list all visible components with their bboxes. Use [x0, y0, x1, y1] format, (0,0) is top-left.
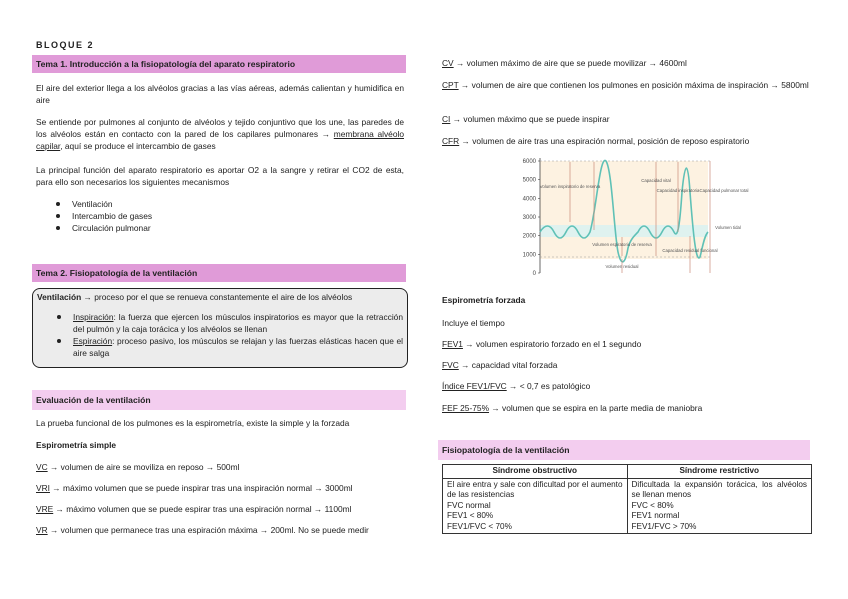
list-item: Ventilación — [36, 198, 396, 210]
cfr-text: → volumen de aire tras una espiración normal, posición de reposo espiratorio — [459, 136, 750, 146]
cfr-line — [442, 135, 822, 147]
cpt-term: CPT — [442, 80, 459, 90]
list-item — [37, 335, 403, 359]
tidal-band — [540, 225, 708, 237]
fef-line — [442, 402, 814, 414]
y-tick-label: 2000 — [522, 233, 536, 240]
tema1-p1: El aire del exterior llega a los alvéolos gracias a las vías aéreas, además calientan y humidifica en aire — [36, 83, 404, 105]
annotation-cpt: Capacidad pulmonar total — [699, 188, 749, 193]
res-line: FVC < 80% — [631, 500, 674, 510]
fvc-term: FVC — [442, 360, 459, 370]
vc-line — [36, 461, 404, 473]
tema1-p2-a: Se entiende por pulmones al conjunto de alvéolos y tejido conjuntivo que los une, las paredes de los alvéolos están en contacto con la pared de los capilares pulmonares → — [36, 117, 404, 139]
y-tick-label: 5000 — [522, 177, 536, 184]
list-item: Circulación pulmonar — [36, 222, 396, 234]
cv-text: → volumen máximo de aire que se puede movilizar → 4600ml — [453, 58, 687, 68]
spirogram-chart — [510, 152, 774, 282]
evaluacion-header: Evaluación de la ventilación — [32, 390, 406, 410]
cell-obstructivo — [443, 478, 628, 534]
vri-line — [36, 482, 404, 494]
cv-line — [442, 57, 814, 69]
y-tick-label: 4000 — [522, 196, 536, 203]
bloque-title: BLOQUE 2 — [36, 40, 95, 50]
tema1-p3: La principal función del aparato respiratorio es aportar O2 a la sangre y retirar el CO2 de esta, para ello son necesarios los siguientes mecanismos — [36, 165, 404, 187]
indice-text: → < 0,7 es patológico — [506, 381, 591, 391]
obs-line: El aire entra y sale con dificultad por el aumento de las resistencias — [447, 479, 623, 499]
list-item: Intercambio de gases — [36, 210, 396, 222]
res-line: FEV1 normal — [631, 511, 680, 520]
espiracion-text: : proceso pasivo, los músculos se relajan y las fuerzas elásticas hacen que el aire salga — [73, 336, 403, 358]
ventilacion-list — [37, 311, 403, 359]
reserve-band — [540, 161, 708, 225]
cell-restrictivo — [627, 478, 812, 534]
header-obstructivo: Síndrome obstructivo — [443, 465, 628, 479]
membrana-link: membrana alvéolo capilar — [36, 129, 404, 151]
cpt-line — [442, 79, 814, 91]
vre-text: → máximo volumen que se puede espirar tras una espiración normal → 1100ml — [53, 504, 352, 514]
vc-text: → volumen de aire se moviliza en reposo → 500ml — [47, 462, 240, 472]
annotation-ci: Capacidad inspiratoria — [656, 188, 700, 193]
annotation-vre: Volumen espiratorio de reserva — [592, 242, 652, 247]
fef-term: FEF 25-75% — [442, 403, 490, 413]
evaluacion-intro: La prueba funcional de los pulmones es la espirometría, existe la simple y la forzada — [36, 418, 350, 428]
annotation-vr: Volumen residual — [605, 264, 639, 269]
annotation-crf: Capacidad residual funcional — [662, 248, 718, 253]
ventilacion-def — [37, 291, 403, 303]
espirometria-simple-title: Espirometría simple — [36, 440, 117, 450]
espiracion-label: Espiración — [73, 336, 113, 346]
forzada-intro: Incluye el tiempo — [442, 318, 505, 328]
tema1-p2 — [36, 116, 404, 152]
list-item — [37, 311, 403, 335]
vre-line — [36, 503, 404, 515]
ventilacion-label: Ventilación — [37, 292, 82, 302]
tema1-p2-b: , aquí se produce el intercambio de gases — [60, 141, 216, 151]
sindromes-table — [442, 464, 812, 534]
annotation-vri: Volumen inspiratorio de reserva — [539, 184, 601, 189]
indice-term: Índice FEV1/FVC — [442, 381, 507, 391]
obs-line: FVC normal — [447, 500, 491, 510]
indice-line — [442, 380, 814, 392]
y-tick-label: 3000 — [522, 215, 536, 221]
fev1-line — [442, 338, 814, 350]
fev1-term: FEV1 — [442, 339, 463, 349]
annotation-cv: Capacidad vital — [641, 178, 671, 183]
vr-text: → volumen que permanece tras una espiración máxima → 200ml. No se puede medir — [47, 525, 369, 535]
fisio-header: Fisiopatología de la ventilación — [438, 440, 810, 460]
res-line: FEV1/FVC > 70% — [631, 521, 697, 531]
obs-line: FEV1/FVC < 70% — [447, 521, 512, 531]
vc-term: VC — [36, 462, 48, 472]
ci-term: CI — [442, 114, 451, 124]
fev1-text: → volumen espiratorio forzado en el 1 segundo — [462, 339, 642, 349]
ci-line — [442, 113, 814, 125]
vr-term: VR — [36, 525, 48, 535]
vri-term: VRI — [36, 483, 50, 493]
vre-term: VRE — [36, 504, 54, 514]
fvc-line — [442, 359, 814, 371]
cfr-term: CFR — [442, 136, 460, 146]
y-ticks — [523, 159, 540, 277]
cv-term: CV — [442, 58, 454, 68]
vr-line — [36, 524, 404, 536]
ventilacion-text: → proceso por el que se renueva constantemente el aire de los alvéolos — [81, 292, 353, 302]
annotation-vt: Volumen tidal — [715, 225, 741, 230]
vri-text: → máximo volumen que se puede inspirar tras una inspiración normal → 3000ml — [49, 483, 353, 493]
res-line: Dificultada la expansión torácica, los alvéolos se llenan menos — [631, 479, 807, 499]
ci-text: → volumen máximo que se puede inspirar — [450, 114, 610, 124]
header-restrictivo: Síndrome restrictivo — [627, 465, 812, 479]
table-row — [443, 478, 812, 534]
y-tick-label: 6000 — [522, 159, 536, 165]
inspiracion-text: : la fuerza que ejercen los músculos inspiratorios es mayor que la retracción del pulmón y la caja torácica y los alvéolos se llenan — [73, 312, 403, 334]
fvc-text: → capacidad vital forzada — [458, 360, 558, 370]
obs-line: FEV1 < 80% — [447, 511, 494, 520]
fef-text: → volumen que se espira en la parte media de maniobra — [489, 403, 703, 413]
ventilacion-box — [32, 288, 408, 368]
cpt-text: → volumen de aire que contienen los pulmones en posición máxima de inspiración → 5800ml — [458, 80, 809, 90]
mechanism-list — [36, 198, 396, 234]
tema1-header: Tema 1. Introducción a la fisiopatología del aparato respiratorio — [32, 55, 406, 73]
tema2-header: Tema 2. Fisiopatología de la ventilación — [32, 264, 406, 282]
y-tick-label: 1000 — [522, 252, 536, 259]
inspiracion-label: Inspiración — [73, 312, 114, 322]
forzada-title: Espirometría forzada — [442, 295, 526, 305]
y-tick-label: 0 — [532, 271, 536, 277]
